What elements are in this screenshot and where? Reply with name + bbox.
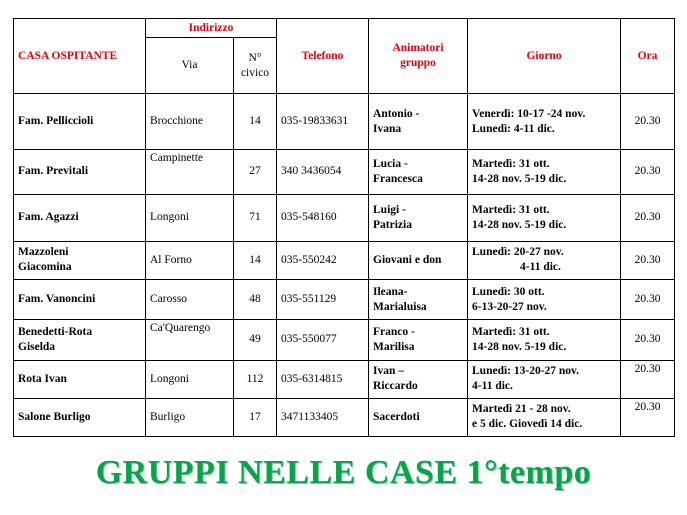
header-civico-line1: N°: [248, 51, 262, 64]
cell-giorno-line: 4-11 dic.: [472, 380, 513, 393]
cell-telefono: 035-550077: [277, 320, 369, 360]
schedule-table: [13, 18, 675, 437]
header-civico-line2: civico: [240, 66, 270, 79]
cell-animatori: [369, 94, 468, 150]
cell-animatori-line: Antonio -: [373, 107, 420, 120]
cell-giorno: [468, 398, 621, 436]
cell-casa: [14, 241, 146, 279]
table-row: [14, 398, 675, 436]
cell-ora: 20.30: [621, 194, 675, 241]
cell-casa-line: Fam. Pelliccioli: [18, 115, 94, 128]
cell-giorno-line: Lunedì: 13-20-27 nov.: [472, 365, 580, 378]
cell-casa-line: Fam. Previtali: [18, 165, 89, 178]
cell-animatori-line: Francesca: [373, 172, 423, 185]
header-civico: [234, 38, 277, 94]
cell-casa-line: Mazzoleni: [18, 246, 69, 259]
cell-civico: 48: [234, 280, 277, 320]
cell-casa: [14, 360, 146, 398]
cell-civico: 112: [234, 360, 277, 398]
cell-animatori-line: Sacerdoti: [373, 410, 420, 423]
cell-ora: 20.30: [621, 360, 675, 398]
cell-animatori: [369, 280, 468, 320]
cell-giorno: [468, 241, 621, 279]
cell-animatori-line: Franco -: [373, 325, 415, 338]
cell-casa: [14, 94, 146, 150]
header-via: Via: [146, 38, 234, 94]
cell-casa-line: Salone Burligo: [18, 410, 91, 423]
header-telefono: Telefono: [277, 19, 369, 94]
cell-casa: [14, 280, 146, 320]
cell-animatori: [369, 398, 468, 436]
cell-ora: 20.30: [621, 280, 675, 320]
cell-telefono: 035-6314815: [277, 360, 369, 398]
table-row: [14, 94, 675, 150]
cell-via: Ca'Quarengo: [146, 320, 234, 360]
cell-animatori-line: Marialuisa: [373, 300, 427, 313]
cell-ora: 20.30: [621, 150, 675, 194]
cell-giorno-line: Martedì: 31 ott.: [472, 325, 550, 338]
cell-via: Longoni: [146, 194, 234, 241]
cell-civico: 71: [234, 194, 277, 241]
cell-civico: 17: [234, 398, 277, 436]
cell-casa-line: Benedetti-Rota: [18, 325, 93, 338]
cell-giorno: [468, 280, 621, 320]
cell-casa: [14, 150, 146, 194]
cell-ora: 20.30: [621, 398, 675, 436]
cell-animatori-line: Lucia -: [373, 157, 408, 170]
table-row: [14, 194, 675, 241]
cell-civico: 14: [234, 94, 277, 150]
cell-ora: 20.30: [621, 320, 675, 360]
cell-ora: 20.30: [621, 94, 675, 150]
header-animatori-line1: Animatori: [392, 42, 444, 54]
header-animatori: [369, 19, 468, 94]
table-row: [14, 360, 675, 398]
cell-via: Campinette: [146, 150, 234, 194]
cell-ora: 20.30: [621, 241, 675, 279]
cell-animatori-line: Giovani e don: [373, 253, 442, 266]
cell-via: Al Forno: [146, 241, 234, 279]
table-row: [14, 320, 675, 360]
cell-animatori-line: Riccardo: [373, 380, 418, 393]
cell-animatori: [369, 150, 468, 194]
cell-casa: [14, 320, 146, 360]
cell-giorno: [468, 94, 621, 150]
cell-giorno-line: Lunedì: 30 ott.: [472, 285, 545, 298]
cell-civico: 14: [234, 241, 277, 279]
cell-giorno-line: 14-28 nov. 5-19 dic.: [472, 172, 567, 185]
cell-giorno-line: 14-28 nov. 5-19 dic.: [472, 218, 567, 231]
cell-telefono: 035-19833631: [277, 94, 369, 150]
table-row: [14, 241, 675, 279]
cell-animatori: [369, 241, 468, 279]
cell-giorno-line: 14-28 nov. 5-19 dic.: [472, 340, 567, 353]
cell-giorno: [468, 320, 621, 360]
header-giorno: Giorno: [468, 19, 621, 94]
cell-casa-line: Giselda: [18, 340, 56, 353]
cell-telefono: 035-550242: [277, 241, 369, 279]
schedule-sheet: [13, 18, 674, 437]
cell-telefono: 035-548160: [277, 194, 369, 241]
cell-giorno-line: Martedì: 31 ott.: [472, 203, 550, 216]
cell-animatori-line: Ivana: [373, 122, 402, 135]
cell-telefono: 340 3436054: [277, 150, 369, 194]
cell-animatori-line: Luigi -: [373, 203, 406, 216]
cell-casa-line: Rota Ivan: [18, 372, 67, 385]
cell-giorno: [468, 360, 621, 398]
header-animatori-line2: gruppo: [400, 57, 436, 69]
cell-casa-line: Giacomina: [18, 261, 72, 274]
cell-giorno: [468, 150, 621, 194]
cell-giorno-line: e 5 dic. Giovedì 14 dic.: [472, 418, 583, 431]
cell-giorno-line: 4-11 dic.: [520, 261, 561, 274]
cell-animatori: [369, 360, 468, 398]
cell-animatori-line: Marilisa: [373, 340, 415, 353]
cell-via: Burligo: [146, 398, 234, 436]
cell-animatori-line: Ileana-: [373, 285, 408, 298]
cell-casa-line: Fam. Agazzi: [18, 211, 79, 224]
cell-casa-line: Fam. Vanoncini: [18, 293, 96, 306]
page-title: GRUPPI NELLE CASE 1°tempo: [95, 454, 592, 491]
cell-civico: 27: [234, 150, 277, 194]
cell-giorno-line: Lunedì: 20-27 nov.: [472, 246, 564, 259]
cell-telefono: 035-551129: [277, 280, 369, 320]
header-ora: Ora: [621, 19, 675, 94]
cell-giorno: [468, 194, 621, 241]
cell-giorno-line: Venerdì: 10-17 -24 nov.: [472, 107, 586, 120]
cell-animatori-line: Ivan –: [373, 365, 405, 378]
header-indirizzo: Indirizzo: [146, 19, 277, 38]
table-row: [14, 150, 675, 194]
cell-giorno-line: 6-13-20-27 nov.: [472, 300, 547, 313]
header-casa-ospitante: CASA OSPITANTE: [14, 19, 146, 94]
table-row: [14, 280, 675, 320]
cell-animatori: [369, 194, 468, 241]
cell-animatori-line: Patrizia: [373, 218, 412, 231]
cell-giorno-line: Martedì: 31 ott.: [472, 157, 550, 170]
cell-telefono: 3471133405: [277, 398, 369, 436]
cell-giorno-line: Lunedì: 4-11 dic.: [472, 122, 555, 135]
cell-via: Brocchione: [146, 94, 234, 150]
cell-casa: [14, 398, 146, 436]
cell-via: Carosso: [146, 280, 234, 320]
cell-giorno-line: Martedì 21 - 28 nov.: [472, 403, 571, 416]
cell-animatori: [369, 320, 468, 360]
cell-civico: 49: [234, 320, 277, 360]
schedule-rows: [14, 94, 675, 437]
cell-casa: [14, 194, 146, 241]
cell-via: Longoni: [146, 360, 234, 398]
